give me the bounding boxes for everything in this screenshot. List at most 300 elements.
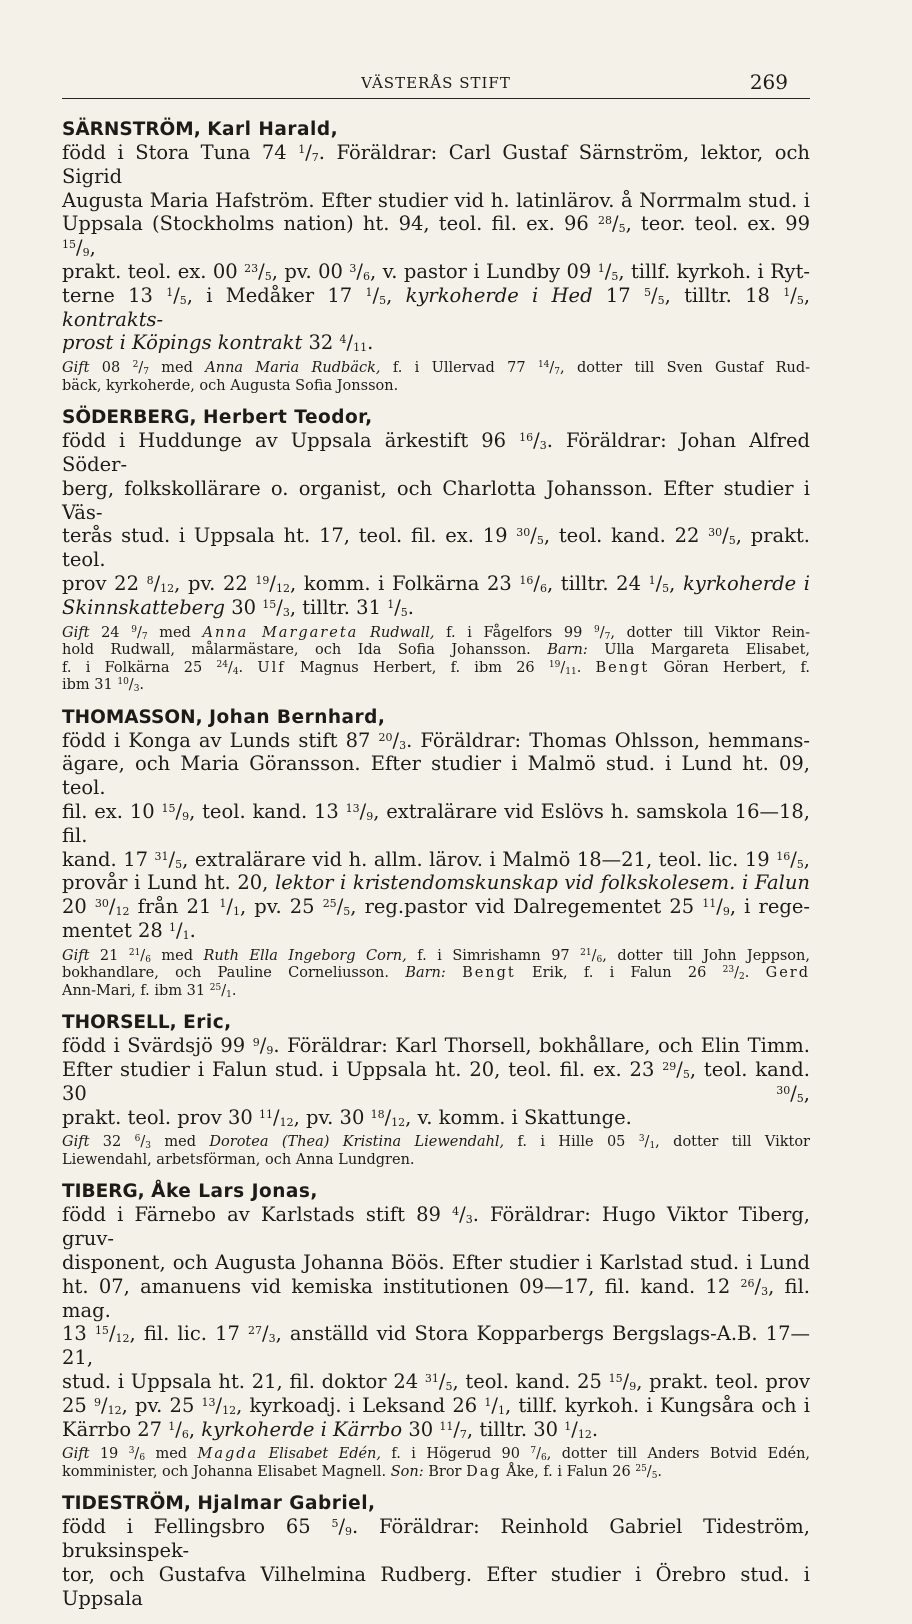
body-line — [62, 1418, 810, 1442]
date-subscript: 3 — [399, 738, 407, 752]
italic-text: kyrkoherde i Hed — [405, 283, 593, 307]
text-run: f. i Ullervad 77 — [380, 360, 538, 377]
marriage-note — [62, 948, 810, 1001]
date-superscript: 1 — [169, 920, 177, 934]
text-run: , komm. i Folkärna 23 — [289, 571, 520, 595]
text-run: / — [790, 1081, 797, 1105]
italic-text: prost i Köpings kontrakt — [62, 331, 303, 355]
text-run: / — [227, 659, 233, 676]
entry-body — [62, 1515, 810, 1610]
text-run: / — [536, 1446, 541, 1463]
biography-entry — [62, 408, 810, 694]
surname: SÄRNSTRÖM, — [62, 119, 201, 140]
text-run: , tilltr. 30 — [466, 1417, 565, 1441]
italic-text: Gift — [62, 360, 90, 377]
date-superscript: 1 — [597, 261, 605, 275]
italic-text: kyrkoherde i — [682, 571, 810, 595]
text-run: 24 — [89, 624, 132, 641]
date-superscript: 28 — [597, 214, 612, 228]
date-superscript: 1 — [219, 897, 227, 911]
marriage-note — [62, 625, 810, 695]
surname: SÖDERBERG, — [62, 407, 197, 429]
date-subscript: 5 — [728, 534, 736, 548]
marriage-line — [62, 1464, 810, 1482]
text-run: . Föräldrar: Thomas Ohlsson, hemmans- — [406, 728, 810, 752]
italic-text: Elisabet Edén, — [268, 1446, 382, 1463]
surname: TIBERG, — [62, 1181, 145, 1203]
date-subscript: 12 — [160, 581, 175, 595]
text-run: / — [273, 1105, 280, 1129]
date-subscript: 9 — [722, 905, 730, 919]
text-run: född i Konga av Lunds stift 87 — [62, 728, 379, 752]
date-superscript: 3 — [128, 1446, 135, 1457]
text-run: / — [128, 677, 134, 694]
text-run: / — [676, 1058, 683, 1082]
date-subscript: 1 — [226, 989, 232, 1000]
given-names: Hjalmar Gabriel, — [197, 1493, 376, 1515]
date-superscript: 11 — [439, 1419, 454, 1433]
text-run: , teor. teol. ex. 99 — [625, 212, 810, 236]
date-subscript: 5 — [662, 581, 670, 595]
text-run: . — [238, 659, 258, 676]
text-run: / — [392, 728, 400, 752]
date-superscript: 20 — [378, 730, 393, 744]
marriage-line — [62, 965, 810, 983]
text-run: f. i Folkärna 25 — [62, 659, 217, 676]
text-run: / — [622, 1369, 630, 1393]
text-run: / — [338, 1515, 346, 1539]
date-subscript: 9 — [345, 1525, 353, 1539]
date-superscript: 19 — [548, 659, 561, 670]
italic-text: Gift — [62, 1446, 90, 1463]
text-run: född i Fellingsbro 65 — [62, 1515, 332, 1539]
text-run: / — [734, 965, 739, 982]
text-run: Magnus Herbert, f. ibm 26 — [285, 659, 549, 676]
date-superscript: 3 — [638, 1134, 645, 1145]
date-subscript: 9 — [629, 1379, 637, 1393]
text-run: , pv. 00 — [271, 259, 350, 283]
text-run: / — [221, 982, 227, 999]
date-superscript: 15 — [62, 238, 76, 252]
date-subscript: 3 — [145, 1141, 152, 1152]
text-run: / — [591, 947, 597, 964]
text-run: / — [258, 259, 265, 283]
date-superscript: 23 — [244, 261, 259, 275]
italic-text: Barn: — [405, 965, 446, 982]
text-run: med — [150, 947, 204, 964]
date-superscript: 5 — [331, 1517, 339, 1531]
date-superscript: 1 — [564, 1419, 572, 1433]
date-subscript: 1 — [649, 1141, 656, 1152]
body-line — [62, 1275, 810, 1323]
spaced-name: Gerd — [765, 965, 810, 982]
text-run: , tilltr. 31 — [289, 595, 388, 619]
text-run: / — [790, 847, 797, 871]
date-subscript: 5 — [379, 293, 387, 307]
italic-text: Gift — [62, 947, 90, 964]
date-subscript: 12 — [222, 1403, 237, 1417]
date-subscript: 12 — [577, 1427, 592, 1441]
italic-text: Gift — [62, 1134, 90, 1151]
marriage-line — [62, 677, 810, 695]
date-subscript: 7 — [141, 631, 148, 642]
text-run: ägare, och Maria Göransson. Efter studier i Malmö stud. i Lund ht. 09, teol. — [62, 752, 810, 800]
date-superscript: 9 — [593, 624, 600, 635]
text-run: / — [644, 1134, 650, 1151]
text-run: / — [571, 1417, 578, 1441]
date-subscript: 1 — [182, 928, 190, 942]
body-line — [62, 596, 810, 620]
text-run: Åke, f. i Falun 26 — [501, 1463, 636, 1480]
date-subscript: 7 — [459, 1427, 467, 1441]
date-subscript: 5 — [682, 1068, 690, 1082]
entry-body — [62, 141, 810, 355]
text-run: , — [803, 847, 810, 871]
date-subscript: 9 — [366, 809, 374, 823]
text-run: född i Färnebo av Karlstads stift 89 — [62, 1203, 453, 1227]
text-run: stud. i Uppsala ht. 21, fil. doktor 24 — [62, 1369, 425, 1393]
date-subscript: 6 — [540, 1453, 547, 1464]
text-run: . Föräldrar: Karl Thorsell, bokhållare, och Elin Timm. — [273, 1034, 811, 1058]
date-superscript: 13 — [345, 801, 360, 815]
entry-body — [62, 1203, 810, 1441]
text-run: / — [359, 799, 367, 823]
text-run: , prakt. teol. — [62, 524, 810, 572]
text-run: / — [560, 659, 566, 676]
text-run: 08 — [89, 360, 133, 377]
text-run: tor, och Gustafva Vilhelmina Rudberg. Efter studier i Örebro stud. i Uppsala — [62, 1562, 810, 1610]
date-subscript: 3 — [282, 605, 290, 619]
body-line — [62, 1515, 810, 1563]
text-run: / — [384, 1105, 392, 1129]
date-superscript: 30 — [516, 526, 531, 540]
text-run: , tilltr. 24 — [546, 571, 649, 595]
date-superscript: 15 — [94, 1324, 109, 1338]
body-line — [62, 1563, 810, 1611]
text-run: 17 — [592, 283, 644, 307]
text-run: född i Stora Tuna 74 — [62, 141, 299, 164]
text-run: / — [276, 595, 283, 619]
text-run: kand. 17 — [62, 847, 155, 871]
marriage-line — [62, 625, 810, 643]
text-run: . — [407, 595, 414, 619]
text-run: / — [651, 283, 658, 307]
text-run: , dotter till Viktor Rein- — [610, 624, 811, 641]
text-run: / — [108, 1322, 116, 1346]
text-run: , teol. kand. 22 — [543, 524, 709, 548]
date-subscript: 11 — [353, 341, 368, 355]
text-run: / — [140, 1134, 146, 1151]
text-run: f. i Simrishamn 97 — [406, 947, 581, 964]
text-run: med — [148, 360, 206, 377]
marriage-line — [62, 1134, 810, 1152]
text-run: / — [394, 595, 401, 619]
marriage-note — [62, 1134, 810, 1169]
text-run: / — [453, 1417, 460, 1441]
text-run: / — [262, 1322, 269, 1346]
entry-body — [62, 729, 810, 943]
date-subscript: 3 — [539, 439, 547, 453]
text-run: Ann-Mari, f. ibm 31 — [62, 982, 210, 999]
italic-text: kontrakts- — [62, 307, 164, 331]
spaced-italic-name: Magda — [197, 1446, 259, 1463]
text-run: , i Medåker 17 — [186, 283, 366, 307]
text-run: , fil. lic. 17 — [129, 1322, 249, 1346]
text-run: , pv. 25 — [239, 895, 323, 919]
body-line — [62, 729, 810, 753]
text-run: / — [305, 141, 312, 164]
text-run: . Föräldrar: Carl Gustaf Särnström, lektor, och Sigrid — [62, 141, 810, 188]
body-line — [62, 800, 810, 848]
italic-text: Anna Maria Rudbäck, — [205, 360, 381, 377]
biography-entry — [62, 1494, 810, 1610]
date-superscript: 29 — [662, 1060, 677, 1074]
body-line — [62, 284, 810, 332]
text-run: / — [269, 571, 276, 595]
date-superscript: 13 — [201, 1395, 216, 1409]
given-names: Herbert Teodor, — [202, 407, 373, 429]
biography-entry — [62, 1013, 810, 1169]
text-run: ibm 31 — [62, 677, 118, 694]
body-line — [62, 895, 810, 919]
given-names: Eric, — [183, 1012, 232, 1034]
entry-heading — [62, 1494, 810, 1514]
date-subscript: 11 — [565, 666, 577, 677]
marriage-line — [62, 1446, 810, 1464]
date-superscript: 15 — [161, 801, 176, 815]
date-subscript: 6 — [362, 269, 370, 283]
date-superscript: 11 — [259, 1107, 273, 1121]
italic-text: lektor i kristendomskunskap vid folkskolesem. i Falun — [274, 871, 810, 895]
text-run: bäck, kyrkoherde, och Augusta Sofia Jonsson. — [62, 377, 399, 394]
text-run: 25 — [62, 1393, 94, 1417]
text-run: Uppsala (Stockholms nation) ht. 94, teol. fil. ex. 96 — [62, 212, 598, 236]
text-run: / — [491, 1393, 498, 1417]
date-superscript: 25 — [322, 897, 337, 911]
body-line — [62, 141, 810, 189]
date-subscript: 5 — [445, 1379, 453, 1393]
date-subscript: 5 — [657, 293, 665, 307]
text-run: / — [215, 1393, 223, 1417]
given-names: Karl Harald, — [207, 119, 339, 140]
date-superscript: 14 — [537, 360, 550, 371]
text-run: , — [386, 283, 406, 307]
body-line — [62, 1251, 810, 1275]
text-run: Göran Herbert, f. — [649, 659, 810, 676]
text-run: , — [89, 236, 96, 260]
text-run: , teol. kand. 25 — [452, 1369, 609, 1393]
given-names: Johan Bernhard, — [209, 706, 386, 728]
text-run: , — [803, 283, 811, 307]
italic-text: kyrkoherde i Kärrbo — [201, 1417, 403, 1441]
body-line — [62, 1370, 810, 1394]
text-run: , v. pastor i Lundby 09 — [369, 259, 598, 283]
text-run: , fil. mag. — [62, 1274, 811, 1322]
text-run: , pv. 30 — [293, 1105, 371, 1129]
date-superscript: 16 — [776, 849, 791, 863]
date-subscript: 2 — [738, 972, 745, 983]
date-superscript: 9 — [131, 624, 137, 635]
text-run: fil. ex. 10 — [62, 799, 162, 823]
text-run: / — [108, 895, 116, 919]
date-superscript: 21 — [128, 947, 141, 958]
text-run: / — [176, 918, 183, 942]
text-run: / — [346, 331, 354, 355]
italic-text: Skinnskatteberg — [62, 595, 226, 619]
biography-entry — [62, 120, 810, 395]
italic-text: Rudwall, — [369, 624, 435, 641]
body-line — [62, 189, 810, 213]
text-run: . — [576, 659, 596, 676]
text-run: / — [259, 1034, 267, 1058]
date-subscript: 5 — [179, 293, 187, 307]
date-superscript: 16 — [519, 573, 534, 587]
date-subscript: 12 — [279, 1115, 294, 1129]
date-superscript: 1 — [484, 1395, 492, 1409]
text-run: 30 — [402, 1417, 440, 1441]
text-run — [358, 625, 370, 641]
date-superscript: 31 — [424, 1371, 439, 1385]
text-run: , tilltr. 18 — [664, 283, 784, 307]
body-line — [62, 1058, 810, 1106]
text-run: , — [803, 1081, 810, 1105]
text-run: hold Rudwall, målarmästare, och Ida Sofia Johansson. — [62, 642, 548, 659]
entry-heading — [62, 708, 810, 728]
text-run: / — [611, 212, 619, 236]
text-run: prakt. teol. prov 30 — [62, 1105, 259, 1129]
text-run: / — [549, 360, 555, 377]
date-subscript: 6 — [539, 581, 547, 595]
entry-heading — [62, 120, 810, 140]
body-line — [62, 1203, 810, 1251]
spaced-name: Bengt — [462, 965, 516, 982]
date-superscript: 1 — [168, 1419, 176, 1433]
date-superscript: 3 — [349, 261, 357, 275]
text-run: med — [151, 1134, 210, 1151]
text-run: f. i Högerud 90 — [381, 1446, 531, 1463]
date-superscript: 6 — [134, 1134, 141, 1145]
text-run: / — [604, 259, 612, 283]
text-run: / — [459, 1203, 466, 1227]
date-subscript: 3 — [465, 1213, 473, 1227]
date-subscript: 3 — [133, 684, 140, 695]
date-subscript: 1 — [232, 905, 240, 919]
text-run: 13 — [62, 1322, 95, 1346]
date-superscript: 23 — [722, 965, 735, 976]
date-superscript: 18 — [370, 1107, 385, 1121]
date-superscript: 30 — [94, 897, 109, 911]
date-superscript: 15 — [608, 1371, 623, 1385]
date-superscript: 24 — [216, 659, 228, 670]
date-superscript: 1 — [298, 143, 306, 156]
date-subscript: 6 — [139, 1453, 146, 1464]
date-superscript: 10 — [117, 677, 129, 688]
text-run: , i rege- — [729, 895, 810, 919]
text-run: berg, folkskollärare o. organist, och Charlotta Johansson. Efter studier i Väs- — [62, 476, 810, 524]
text-run: terås stud. i Uppsala ht. 17, teol. fil. ex. 19 — [62, 524, 517, 548]
text-run: / — [599, 624, 605, 641]
body-line — [62, 331, 810, 355]
text-run: . Föräldrar: Hugo Viktor Tiberg, gruv- — [62, 1203, 811, 1251]
date-superscript: 9 — [252, 1036, 260, 1050]
surname: THOMASSON, — [62, 706, 203, 728]
date-superscript: 19 — [255, 573, 270, 587]
date-subscript: 12 — [115, 905, 130, 919]
marriage-line — [62, 1152, 810, 1170]
date-superscript: 16 — [519, 431, 534, 445]
text-run: med — [147, 624, 203, 641]
text-run: f. i Fågelfors 99 — [434, 624, 594, 641]
date-superscript: 9 — [94, 1395, 101, 1409]
text-run: / — [530, 524, 537, 548]
date-superscript: 30 — [776, 1083, 791, 1097]
italic-text: Ruth Ella Ingeborg Corn, — [203, 947, 407, 964]
body-line — [62, 260, 810, 284]
text-run: , dotter till John Jeppson, — [602, 947, 810, 964]
italic-text: Dorotea (Thea) Kristina Liewendahl, — [209, 1134, 505, 1151]
text-run: Liewendahl, arbetsförman, och Anna Lundgren. — [62, 1151, 415, 1168]
date-subscript: 6 — [596, 954, 603, 965]
biography-entry — [62, 1182, 810, 1481]
date-superscript: 11 — [702, 897, 717, 911]
date-superscript: 31 — [154, 849, 169, 863]
date-subscript: 4 — [232, 666, 239, 677]
text-run: Efter studier i Falun stud. i Uppsala ht. 20, teol. fil. ex. 23 — [62, 1058, 663, 1082]
text-run: Augusta Maria Hafström. Efter studier vid h. latinlärov. å Norrmalm stud. i — [62, 188, 810, 212]
text-run: / — [138, 360, 144, 377]
date-superscript: 25 — [209, 982, 222, 993]
text-run: , v. komm. i Skattunge. — [405, 1105, 632, 1129]
body-line — [62, 919, 810, 943]
text-run: . Föräldrar: Johan Alfred Söder- — [62, 429, 810, 476]
text-run: provår i Lund ht. 20, — [62, 871, 275, 895]
date-superscript: 8 — [146, 573, 154, 587]
marriage-line — [62, 983, 810, 1001]
date-superscript: 26 — [740, 1276, 755, 1290]
text-run: från 21 — [129, 895, 220, 919]
text-run: . — [657, 1463, 663, 1480]
text-run: född i Svärdsjö 99 — [62, 1034, 253, 1058]
text-run: / — [790, 283, 797, 307]
body-line — [62, 1322, 810, 1370]
text-run: / — [136, 624, 142, 641]
marriage-line — [62, 378, 810, 396]
date-subscript: 12 — [391, 1115, 406, 1129]
date-superscript: 30 — [708, 526, 723, 540]
text-run: . — [367, 331, 374, 355]
page-header — [62, 66, 810, 99]
text-run: . — [744, 965, 766, 982]
text-run: , tillf. kyrkoh. i Ryt- — [618, 259, 810, 283]
date-subscript: 5 — [618, 222, 626, 236]
spaced-name: Bengt — [595, 659, 650, 676]
text-run: , kyrkoadj. i Leksand 26 — [236, 1393, 485, 1417]
text-run: / — [168, 847, 176, 871]
text-run: . — [591, 1417, 599, 1441]
body-line — [62, 572, 810, 596]
body-line — [62, 848, 810, 872]
text-run: disponent, och Augusta Johanna Böös. Efter studier i Karlstad stud. i Lund — [62, 1251, 810, 1274]
date-subscript: 7 — [554, 367, 561, 378]
text-run: ht. 07, amanuens vid kemiska institutionen 09—17, fil. kand. 12 — [62, 1274, 741, 1298]
date-subscript: 7 — [311, 151, 319, 164]
marriage-note — [62, 360, 810, 395]
text-run: komminister, och Johanna Elisabet Magnell. — [62, 1463, 391, 1480]
text-run: / — [134, 1446, 140, 1463]
text-run: 32 — [302, 331, 340, 355]
body-line — [62, 429, 810, 477]
text-run: Bror — [423, 1463, 467, 1480]
